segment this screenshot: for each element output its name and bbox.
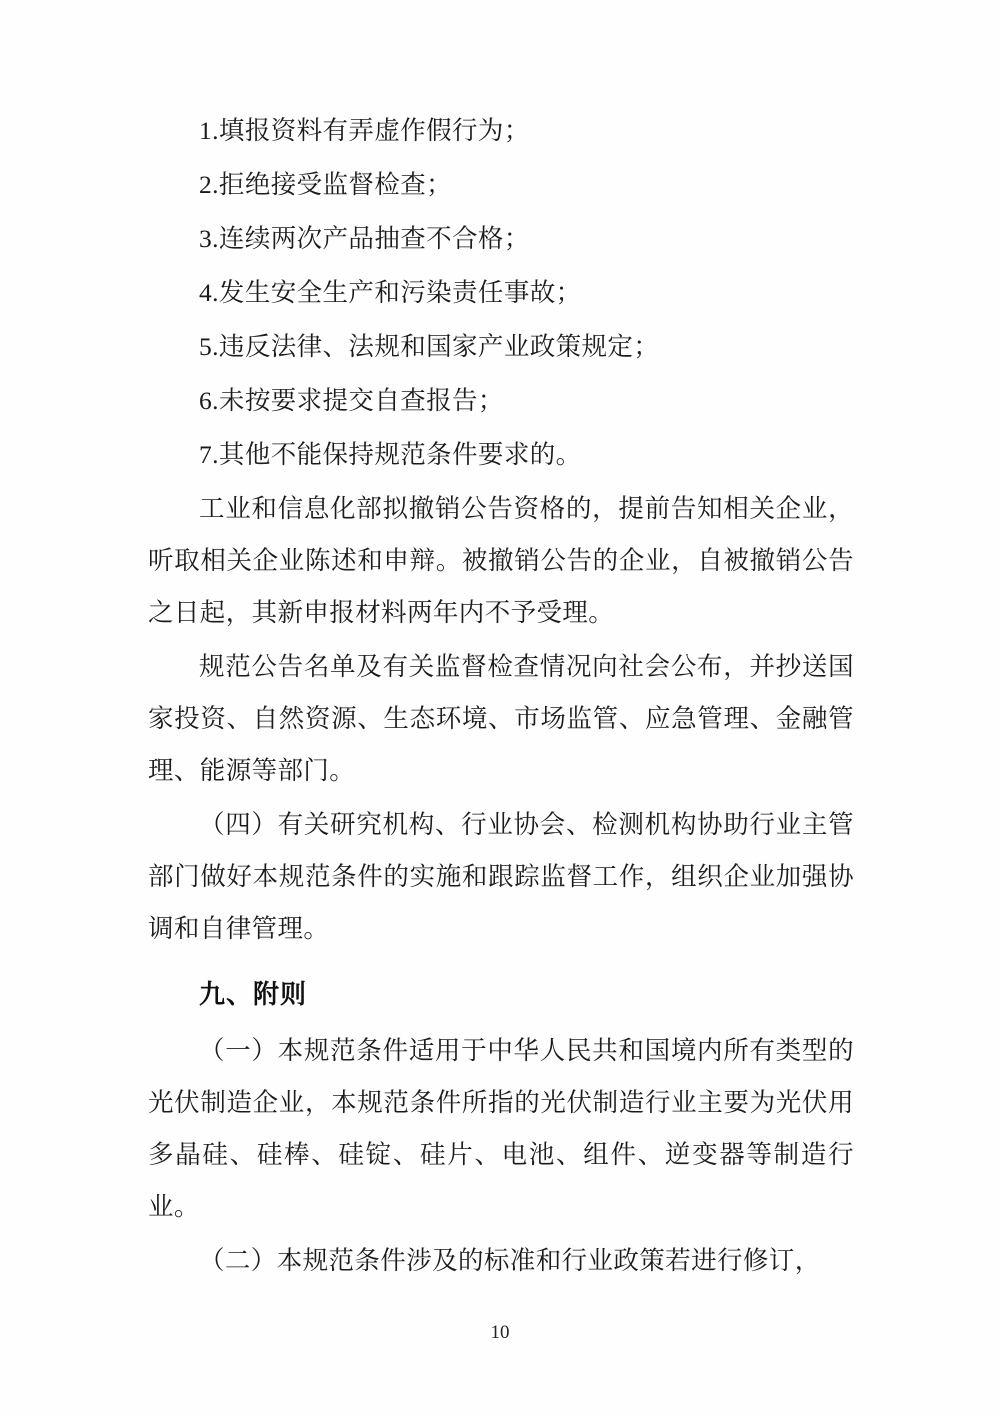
body-paragraph: 规范公告名单及有关监督检查情况向社会公布，并抄送国家投资、自然资源、生态环境、市场监管、应急管理、金融管理、能源等部门。: [148, 652, 854, 785]
body-paragraph: （一）本规范条件适用于中华人民共和国境内所有类型的光伏制造企业，本规范条件所指的光伏制造行业主要为光伏用多晶硅、硅棒、硅锭、硅片、电池、组件、逆变器等制造行业。: [148, 1036, 854, 1221]
page-number: 10: [490, 1322, 510, 1343]
list-item: 1.填报资料有弄虚作假行为；: [199, 116, 530, 145]
list-item: 7.其他不能保持规范条件要求的。: [199, 440, 582, 469]
list-item: 3.连续两次产品抽查不合格；: [199, 224, 530, 253]
document-body: [148, 105, 854, 1287]
list-item: 2.拒绝接受监督检查；: [199, 170, 453, 199]
body-paragraph: 工业和信息化部拟撤销公告资格的，提前告知相关企业，听取相关企业陈述和申辩。被撤销公告的企业，自被撤销公告之日起，其新申报材料两年内不予受理。: [148, 494, 854, 627]
body-paragraph: （四）有关研究机构、行业协会、检测机构协助行业主管部门做好本规范条件的实施和跟踪监督工作，组织企业加强协调和自律管理。: [148, 810, 854, 943]
list-item: 4.发生安全生产和污染责任事故；: [199, 278, 582, 307]
section-heading: 九、附则: [199, 980, 308, 1009]
body-paragraph: （二）本规范条件涉及的标准和行业政策若进行修订，: [199, 1246, 821, 1275]
list-item: 6.未按要求提交自查报告；: [199, 386, 504, 415]
list-item: 5.违反法律、法规和国家产业政策规定；: [199, 332, 660, 361]
